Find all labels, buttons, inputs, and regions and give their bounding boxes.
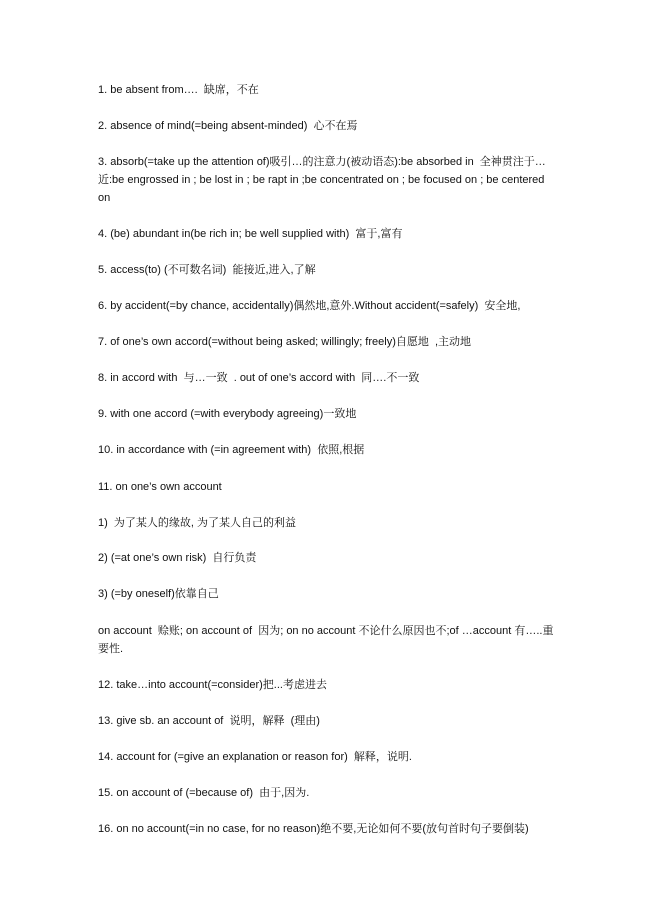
entry-6: 6. by accident(=by chance, accidentally)偶然地,意外.Without accident(=safely) 安全地, <box>98 300 521 312</box>
entry-8: 8. in accord with 与…一致 . out of one’s accord with 同….不一致 <box>98 372 420 384</box>
entry-16: 16. on no account(=in no case, for no reason)绝不要,无论如何不要(放句首时句子要倒装) <box>98 823 529 835</box>
entry-13: 13. give sb. an account of 说明，解释 (理由) <box>98 715 320 727</box>
entry-11-sub-3: 3) (=by oneself)依靠自己 <box>98 588 219 600</box>
entry-9: 9. with one accord (=with everybody agreeing)一致地 <box>98 408 357 420</box>
entry-3: 3. absorb(=take up the attention of)吸引…的注意力(被动语态):be absorbed in 全神贯注于…近:be engrossed in ; be lost in ; be rapt in ;be concentrated on ; be focused on ; be centered on <box>98 156 548 204</box>
entry-5: 5. access(to) (不可数名词) 能接近,进入,了解 <box>98 264 316 276</box>
entry-11-sub-1: 1) 为了某人的缘故, 为了某人自己的利益 <box>98 517 297 529</box>
entry-2: 2. absence of mind(=being absent-minded) 心不在焉 <box>98 120 358 132</box>
entry-1: 1. be absent from…. 缺席，不在 <box>98 84 259 96</box>
entry-10: 10. in accordance with (=in agreement with) 依照,根据 <box>98 444 365 456</box>
entry-12: 12. take…into account(=consider)把...考虑进去 <box>98 679 327 691</box>
entry-14: 14. account for (=give an explanation or reason for) 解释，说明. <box>98 751 412 763</box>
entry-7: 7. of one’s own accord(=without being asked; willingly; freely)自愿地 ,主动地 <box>98 336 472 348</box>
entry-15: 15. on account of (=because of) 由于,因为. <box>98 787 310 799</box>
entry-11: 11. on one’s own account <box>98 481 222 493</box>
entry-4: 4. (be) abundant in(be rich in; be well supplied with) 富于,富有 <box>98 228 403 240</box>
entry-on-account-note: on account 赊账; on account of 因为; on no account 不论什么原因也不;of …account 有…..重要性. <box>98 625 554 655</box>
entry-11-sub-2: 2) (=at one’s own risk) 自行负责 <box>98 552 257 564</box>
